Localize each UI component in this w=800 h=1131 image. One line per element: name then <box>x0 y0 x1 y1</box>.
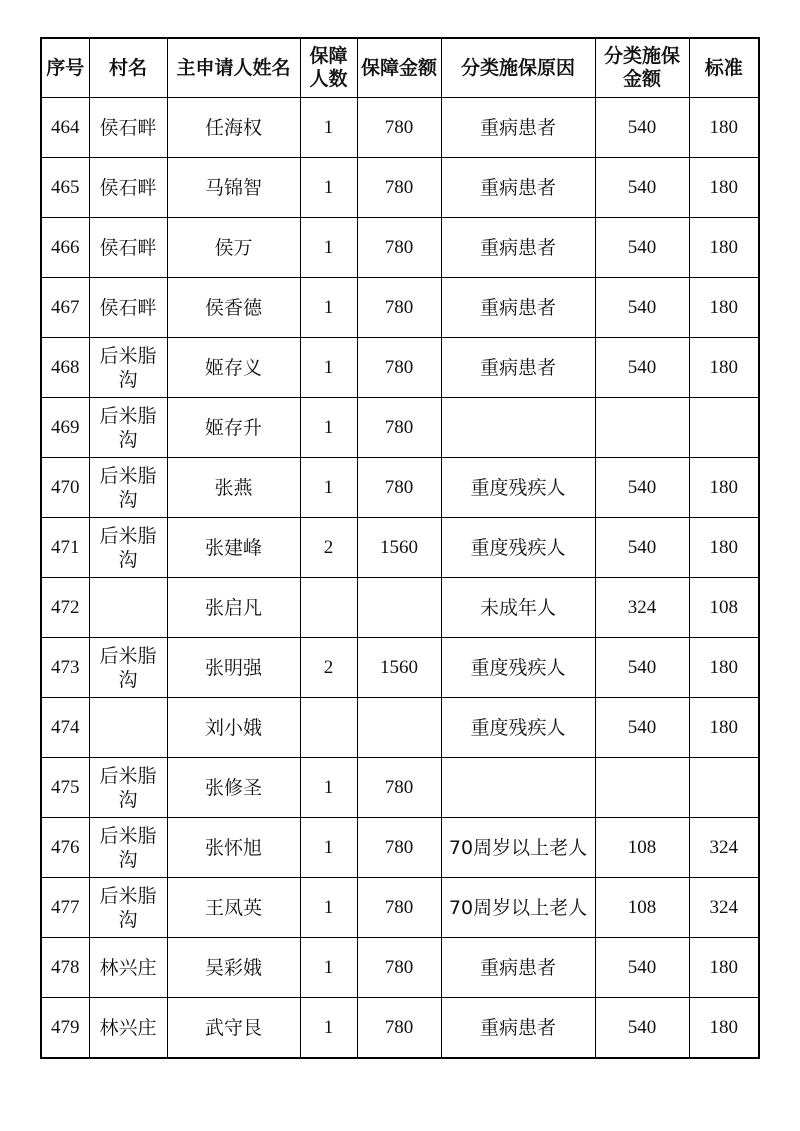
cell-amount: 780 <box>357 218 441 278</box>
cell-amount: 780 <box>357 338 441 398</box>
cell-no: 468 <box>41 338 89 398</box>
cell-no: 473 <box>41 638 89 698</box>
cell-class-amount <box>595 398 689 458</box>
cell-no: 470 <box>41 458 89 518</box>
cell-village: 后米脂沟 <box>89 818 167 878</box>
cell-standard: 180 <box>689 638 759 698</box>
cell-no: 474 <box>41 698 89 758</box>
cell-count: 2 <box>300 638 357 698</box>
cell-no: 465 <box>41 158 89 218</box>
table-row <box>41 938 759 998</box>
cell-standard: 180 <box>689 98 759 158</box>
cell-amount: 780 <box>357 278 441 338</box>
cell-standard: 180 <box>689 218 759 278</box>
cell-name: 武守艮 <box>167 998 300 1059</box>
cell-count <box>300 578 357 638</box>
cell-count: 1 <box>300 998 357 1059</box>
table-row <box>41 518 759 578</box>
cell-name: 侯香德 <box>167 278 300 338</box>
cell-reason: 重病患者 <box>441 998 595 1059</box>
cell-amount: 780 <box>357 998 441 1059</box>
cell-no: 479 <box>41 998 89 1059</box>
cell-class-amount: 540 <box>595 638 689 698</box>
cell-reason: 重度残疾人 <box>441 698 595 758</box>
cell-amount: 780 <box>357 758 441 818</box>
table-row <box>41 398 759 458</box>
cell-count <box>300 698 357 758</box>
cell-count: 1 <box>300 398 357 458</box>
cell-reason: 重病患者 <box>441 158 595 218</box>
table-row <box>41 458 759 518</box>
cell-amount: 780 <box>357 938 441 998</box>
cell-name: 马锦智 <box>167 158 300 218</box>
data-table <box>40 37 760 1059</box>
cell-village: 侯石畔 <box>89 218 167 278</box>
cell-reason: 重病患者 <box>441 938 595 998</box>
cell-standard: 324 <box>689 878 759 938</box>
cell-no: 467 <box>41 278 89 338</box>
cell-standard: 180 <box>689 338 759 398</box>
cell-count: 1 <box>300 158 357 218</box>
cell-standard: 180 <box>689 938 759 998</box>
table-row <box>41 338 759 398</box>
cell-village: 侯石畔 <box>89 158 167 218</box>
cell-amount <box>357 698 441 758</box>
cell-no: 476 <box>41 818 89 878</box>
cell-village <box>89 698 167 758</box>
cell-class-amount <box>595 758 689 818</box>
table-row <box>41 218 759 278</box>
cell-name: 王凤英 <box>167 878 300 938</box>
cell-standard <box>689 398 759 458</box>
cell-name: 姬存义 <box>167 338 300 398</box>
cell-amount: 1560 <box>357 518 441 578</box>
cell-class-amount: 540 <box>595 98 689 158</box>
table-row <box>41 158 759 218</box>
table-row <box>41 638 759 698</box>
header-standard: 标准 <box>689 38 759 98</box>
cell-standard <box>689 758 759 818</box>
cell-reason <box>441 398 595 458</box>
cell-name: 张建峰 <box>167 518 300 578</box>
cell-village: 后米脂沟 <box>89 458 167 518</box>
cell-standard: 324 <box>689 818 759 878</box>
cell-village: 后米脂沟 <box>89 638 167 698</box>
cell-amount: 780 <box>357 878 441 938</box>
cell-no: 471 <box>41 518 89 578</box>
cell-name: 张启凡 <box>167 578 300 638</box>
cell-class-amount: 540 <box>595 158 689 218</box>
cell-reason: 重病患者 <box>441 218 595 278</box>
cell-standard: 180 <box>689 518 759 578</box>
cell-reason: 重病患者 <box>441 338 595 398</box>
cell-village: 林兴庄 <box>89 998 167 1059</box>
cell-class-amount: 540 <box>595 518 689 578</box>
cell-count: 1 <box>300 878 357 938</box>
cell-no: 477 <box>41 878 89 938</box>
cell-class-amount: 540 <box>595 938 689 998</box>
cell-standard: 180 <box>689 458 759 518</box>
cell-reason: 70周岁以上老人 <box>441 878 595 938</box>
cell-no: 475 <box>41 758 89 818</box>
cell-count: 1 <box>300 218 357 278</box>
cell-count: 1 <box>300 818 357 878</box>
cell-name: 张怀旭 <box>167 818 300 878</box>
cell-amount: 1560 <box>357 638 441 698</box>
cell-no: 472 <box>41 578 89 638</box>
cell-count: 1 <box>300 338 357 398</box>
cell-standard: 180 <box>689 158 759 218</box>
cell-name: 张明强 <box>167 638 300 698</box>
header-applicant-name: 主申请人姓名 <box>167 38 300 98</box>
cell-class-amount: 540 <box>595 218 689 278</box>
cell-reason: 重病患者 <box>441 278 595 338</box>
cell-village: 林兴庄 <box>89 938 167 998</box>
table-row <box>41 998 759 1059</box>
header-reason: 分类施保原因 <box>441 38 595 98</box>
cell-name: 张燕 <box>167 458 300 518</box>
cell-reason: 70周岁以上老人 <box>441 818 595 878</box>
cell-count: 1 <box>300 458 357 518</box>
cell-reason: 重度残疾人 <box>441 458 595 518</box>
cell-class-amount: 108 <box>595 878 689 938</box>
cell-name: 刘小娥 <box>167 698 300 758</box>
cell-amount: 780 <box>357 158 441 218</box>
cell-reason <box>441 758 595 818</box>
cell-count: 1 <box>300 98 357 158</box>
cell-class-amount: 108 <box>595 818 689 878</box>
cell-no: 464 <box>41 98 89 158</box>
cell-class-amount: 540 <box>595 278 689 338</box>
header-amount: 保障金额 <box>357 38 441 98</box>
table-row <box>41 698 759 758</box>
cell-village: 后米脂沟 <box>89 758 167 818</box>
cell-amount: 780 <box>357 818 441 878</box>
cell-amount: 780 <box>357 458 441 518</box>
cell-count: 2 <box>300 518 357 578</box>
table-row <box>41 278 759 338</box>
cell-no: 466 <box>41 218 89 278</box>
cell-village: 后米脂沟 <box>89 398 167 458</box>
cell-class-amount: 324 <box>595 578 689 638</box>
cell-amount: 780 <box>357 98 441 158</box>
cell-name: 任海权 <box>167 98 300 158</box>
table-row <box>41 878 759 938</box>
cell-standard: 108 <box>689 578 759 638</box>
cell-village: 侯石畔 <box>89 98 167 158</box>
cell-standard: 180 <box>689 698 759 758</box>
cell-class-amount: 540 <box>595 458 689 518</box>
cell-reason: 未成年人 <box>441 578 595 638</box>
cell-count: 1 <box>300 278 357 338</box>
cell-class-amount: 540 <box>595 698 689 758</box>
cell-name: 张修圣 <box>167 758 300 818</box>
cell-name: 姬存升 <box>167 398 300 458</box>
cell-class-amount: 540 <box>595 338 689 398</box>
cell-count: 1 <box>300 938 357 998</box>
header-no: 序号 <box>41 38 89 98</box>
cell-standard: 180 <box>689 998 759 1059</box>
header-village: 村名 <box>89 38 167 98</box>
cell-reason: 重病患者 <box>441 98 595 158</box>
header-row <box>41 38 759 98</box>
cell-standard: 180 <box>689 278 759 338</box>
cell-village: 后米脂沟 <box>89 518 167 578</box>
cell-count: 1 <box>300 758 357 818</box>
cell-no: 478 <box>41 938 89 998</box>
cell-name: 侯万 <box>167 218 300 278</box>
table-row <box>41 818 759 878</box>
cell-reason: 重度残疾人 <box>441 638 595 698</box>
table-row <box>41 578 759 638</box>
cell-village: 后米脂沟 <box>89 878 167 938</box>
header-class-amount: 分类施保金额 <box>595 38 689 98</box>
cell-no: 469 <box>41 398 89 458</box>
cell-amount <box>357 578 441 638</box>
table-body <box>41 98 759 1059</box>
cell-name: 吴彩娥 <box>167 938 300 998</box>
table-row <box>41 98 759 158</box>
cell-village: 侯石畔 <box>89 278 167 338</box>
table-row <box>41 758 759 818</box>
cell-class-amount: 540 <box>595 998 689 1059</box>
header-person-count: 保障人数 <box>300 38 357 98</box>
cell-amount: 780 <box>357 398 441 458</box>
cell-reason: 重度残疾人 <box>441 518 595 578</box>
cell-village: 后米脂沟 <box>89 338 167 398</box>
cell-village <box>89 578 167 638</box>
